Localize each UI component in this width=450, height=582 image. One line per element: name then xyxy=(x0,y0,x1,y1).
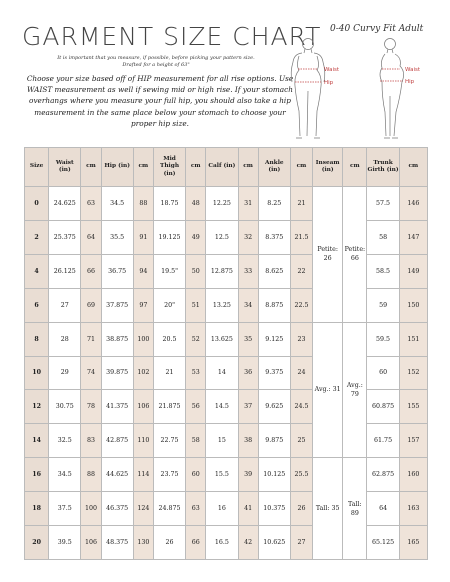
ankle-cm-cell: 22 xyxy=(290,254,312,288)
header-calf-cm: cm xyxy=(238,148,258,187)
calf-cm-cell: 33 xyxy=(238,254,258,288)
hip-in-cell: 39.875 xyxy=(101,356,133,390)
calf-in-cell: 16 xyxy=(206,492,238,526)
size-cell: 16 xyxy=(25,458,49,492)
thigh-in-cell: 19.5" xyxy=(153,254,185,288)
table-row xyxy=(25,424,428,458)
size-chart-table xyxy=(24,147,428,560)
trunk-cm-cell: 157 xyxy=(399,424,427,458)
calf-in-cell: 13.625 xyxy=(206,322,238,356)
ankle-in-cell: 8.625 xyxy=(258,254,290,288)
ankle-in-cell: 8.375 xyxy=(258,220,290,254)
thigh-cm-cell: 66 xyxy=(186,526,206,560)
hip-cm-cell: 102 xyxy=(133,356,153,390)
inseam-in-cell: Avg.: 31 xyxy=(313,322,343,458)
thigh-cm-cell: 52 xyxy=(186,322,206,356)
table-row xyxy=(25,288,428,322)
trunk-in-cell: 60.875 xyxy=(367,390,399,424)
waist-in-cell: 32.5 xyxy=(49,424,81,458)
waist-cm-cell: 88 xyxy=(81,458,101,492)
calf-in-cell: 12.5 xyxy=(206,220,238,254)
thigh-cm-cell: 48 xyxy=(186,187,206,221)
hip-in-cell: 37.875 xyxy=(101,288,133,322)
table-row xyxy=(25,458,428,492)
trunk-cm-cell: 155 xyxy=(399,390,427,424)
thigh-cm-cell: 50 xyxy=(186,254,206,288)
trunk-in-cell: 60 xyxy=(367,356,399,390)
size-cell: 10 xyxy=(25,356,49,390)
calf-cm-cell: 37 xyxy=(238,390,258,424)
waist-in-cell: 27 xyxy=(49,288,81,322)
header-ankle-cm: cm xyxy=(290,148,312,187)
ankle-cm-cell: 24 xyxy=(290,356,312,390)
waist-cm-cell: 71 xyxy=(81,322,101,356)
calf-cm-cell: 35 xyxy=(238,322,258,356)
thigh-in-cell: 20.5 xyxy=(153,322,185,356)
ankle-cm-cell: 24.5 xyxy=(290,390,312,424)
thigh-cm-cell: 49 xyxy=(186,220,206,254)
thigh-in-cell: 23.75 xyxy=(153,458,185,492)
ankle-in-cell: 9.125 xyxy=(258,322,290,356)
thigh-cm-cell: 58 xyxy=(186,424,206,458)
waist-in-cell: 24.625 xyxy=(49,187,81,221)
header-inseam-cm: cm xyxy=(343,148,367,187)
body-measurement-figures xyxy=(286,36,436,144)
ankle-in-cell: 9.375 xyxy=(258,356,290,390)
waist-cm-cell: 64 xyxy=(81,220,101,254)
ankle-in-cell: 9.875 xyxy=(258,424,290,458)
waist-in-cell: 34.5 xyxy=(49,458,81,492)
trunk-in-cell: 61.75 xyxy=(367,424,399,458)
page-subtitle: 0-40 Curvy Fit Adult xyxy=(330,24,424,34)
ankle-cm-cell: 21.5 xyxy=(290,220,312,254)
size-cell: 14 xyxy=(25,424,49,458)
hip-in-cell: 46.375 xyxy=(101,492,133,526)
header-thigh-in: Mid Thigh (in) xyxy=(153,148,185,187)
calf-cm-cell: 42 xyxy=(238,526,258,560)
trunk-in-cell: 58.5 xyxy=(367,254,399,288)
waist-cm-cell: 63 xyxy=(81,187,101,221)
calf-cm-cell: 34 xyxy=(238,288,258,322)
waist-in-cell: 26.125 xyxy=(49,254,81,288)
table-header-row xyxy=(25,148,428,187)
hip-in-cell: 44.625 xyxy=(101,458,133,492)
calf-cm-cell: 31 xyxy=(238,187,258,221)
thigh-in-cell: 21.875 xyxy=(153,390,185,424)
hip-cm-cell: 100 xyxy=(133,322,153,356)
trunk-in-cell: 65.125 xyxy=(367,526,399,560)
ankle-in-cell: 10.625 xyxy=(258,526,290,560)
side-figure xyxy=(380,39,404,139)
waist-cm-cell: 78 xyxy=(81,390,101,424)
header-waist-in: Waist (in) xyxy=(49,148,81,187)
inseam-in-cell: Petite: 26 xyxy=(313,187,343,323)
hip-cm-cell: 110 xyxy=(133,424,153,458)
calf-in-cell: 15 xyxy=(206,424,238,458)
thigh-in-cell: 19.125 xyxy=(153,220,185,254)
hip-cm-cell: 94 xyxy=(133,254,153,288)
size-cell: 4 xyxy=(25,254,49,288)
calf-cm-cell: 39 xyxy=(238,458,258,492)
size-cell: 0 xyxy=(25,187,49,221)
waist-in-cell: 29 xyxy=(49,356,81,390)
trunk-cm-cell: 147 xyxy=(399,220,427,254)
calf-in-cell: 12.875 xyxy=(206,254,238,288)
waist-in-cell: 25.375 xyxy=(49,220,81,254)
hip-cm-cell: 124 xyxy=(133,492,153,526)
inseam-in-cell: Tall: 35 xyxy=(313,458,343,560)
ankle-cm-cell: 25.5 xyxy=(290,458,312,492)
front-hip-label: Hip xyxy=(324,80,334,86)
thigh-in-cell: 20" xyxy=(153,288,185,322)
size-cell: 6 xyxy=(25,288,49,322)
ankle-cm-cell: 21 xyxy=(290,187,312,221)
header-trunk-in: Trunk Girth (in) xyxy=(367,148,399,187)
size-cell: 2 xyxy=(25,220,49,254)
size-cell: 8 xyxy=(25,322,49,356)
table-row xyxy=(25,492,428,526)
trunk-cm-cell: 149 xyxy=(399,254,427,288)
hip-in-cell: 38.875 xyxy=(101,322,133,356)
header-calf-in: Calf (in) xyxy=(206,148,238,187)
calf-in-cell: 15.5 xyxy=(206,458,238,492)
header-thigh-cm: cm xyxy=(186,148,206,187)
size-cell: 20 xyxy=(25,526,49,560)
hip-cm-cell: 91 xyxy=(133,220,153,254)
ankle-cm-cell: 22.5 xyxy=(290,288,312,322)
calf-cm-cell: 38 xyxy=(238,424,258,458)
trunk-cm-cell: 163 xyxy=(399,492,427,526)
table-row xyxy=(25,390,428,424)
thigh-in-cell: 18.75 xyxy=(153,187,185,221)
hip-in-cell: 42.875 xyxy=(101,424,133,458)
inseam-cm-cell: Tall: 89 xyxy=(343,458,367,560)
ankle-in-cell: 10.375 xyxy=(258,492,290,526)
hip-in-cell: 35.5 xyxy=(101,220,133,254)
calf-cm-cell: 41 xyxy=(238,492,258,526)
ankle-cm-cell: 23 xyxy=(290,322,312,356)
header-waist-cm: cm xyxy=(81,148,101,187)
height-note: Drafted for a height of 63" xyxy=(122,62,190,68)
thigh-in-cell: 22.75 xyxy=(153,424,185,458)
header-hip-in: Hip (in) xyxy=(101,148,133,187)
hip-cm-cell: 114 xyxy=(133,458,153,492)
ankle-in-cell: 9.625 xyxy=(258,390,290,424)
trunk-cm-cell: 151 xyxy=(399,322,427,356)
calf-cm-cell: 36 xyxy=(238,356,258,390)
hip-in-cell: 34.5 xyxy=(101,187,133,221)
thigh-in-cell: 24.875 xyxy=(153,492,185,526)
hip-cm-cell: 106 xyxy=(133,390,153,424)
trunk-in-cell: 58 xyxy=(367,220,399,254)
trunk-in-cell: 59.5 xyxy=(367,322,399,356)
thigh-cm-cell: 51 xyxy=(186,288,206,322)
hip-in-cell: 48.375 xyxy=(101,526,133,560)
hip-in-cell: 36.75 xyxy=(101,254,133,288)
calf-cm-cell: 32 xyxy=(238,220,258,254)
trunk-in-cell: 64 xyxy=(367,492,399,526)
waist-in-cell: 37.5 xyxy=(49,492,81,526)
table-row xyxy=(25,254,428,288)
ankle-in-cell: 8.875 xyxy=(258,288,290,322)
trunk-cm-cell: 152 xyxy=(399,356,427,390)
front-figure xyxy=(291,39,325,139)
hip-cm-cell: 88 xyxy=(133,187,153,221)
table-row xyxy=(25,526,428,560)
hip-in-cell: 41.375 xyxy=(101,390,133,424)
header-hip-cm: cm xyxy=(133,148,153,187)
trunk-cm-cell: 160 xyxy=(399,458,427,492)
ankle-cm-cell: 25 xyxy=(290,424,312,458)
thigh-cm-cell: 63 xyxy=(186,492,206,526)
calf-in-cell: 14.5 xyxy=(206,390,238,424)
measure-note: It is important that you measure, if possible, before picking your pattern size. xyxy=(57,55,255,61)
thigh-cm-cell: 56 xyxy=(186,390,206,424)
hip-cm-cell: 130 xyxy=(133,526,153,560)
front-waist-label: Waist xyxy=(324,67,340,73)
waist-in-cell: 39.5 xyxy=(49,526,81,560)
waist-in-cell: 28 xyxy=(49,322,81,356)
waist-cm-cell: 106 xyxy=(81,526,101,560)
trunk-in-cell: 57.5 xyxy=(367,187,399,221)
waist-cm-cell: 83 xyxy=(81,424,101,458)
calf-in-cell: 16.5 xyxy=(206,526,238,560)
waist-cm-cell: 100 xyxy=(81,492,101,526)
table-row xyxy=(25,187,428,221)
waist-cm-cell: 66 xyxy=(81,254,101,288)
inseam-cm-cell: Avg.: 79 xyxy=(343,322,367,458)
instructions-text: Choose your size based off of HIP measurement for all rise options. Use WAIST measurement as well if sewing mid or high rise. If your stomach overhangs where you measure your full hip, you should also take a hip measurement in the same place below your stomach to choose your proper hip size. xyxy=(26,74,294,128)
thigh-cm-cell: 60 xyxy=(186,458,206,492)
size-cell: 18 xyxy=(25,492,49,526)
trunk-in-cell: 62.875 xyxy=(367,458,399,492)
table-row xyxy=(25,322,428,356)
hip-cm-cell: 97 xyxy=(133,288,153,322)
header-size: Size xyxy=(25,148,49,187)
ankle-in-cell: 10.125 xyxy=(258,458,290,492)
waist-cm-cell: 69 xyxy=(81,288,101,322)
thigh-cm-cell: 53 xyxy=(186,356,206,390)
calf-in-cell: 13.25 xyxy=(206,288,238,322)
trunk-cm-cell: 165 xyxy=(399,526,427,560)
waist-in-cell: 30.75 xyxy=(49,390,81,424)
size-cell: 12 xyxy=(25,390,49,424)
ankle-cm-cell: 26 xyxy=(290,492,312,526)
calf-in-cell: 14 xyxy=(206,356,238,390)
waist-cm-cell: 74 xyxy=(81,356,101,390)
side-hip-label: Hip xyxy=(405,79,415,85)
table-row xyxy=(25,220,428,254)
inseam-cm-cell: Petite: 66 xyxy=(343,187,367,323)
header-ankle-in: Ankle (in) xyxy=(258,148,290,187)
trunk-cm-cell: 146 xyxy=(399,187,427,221)
thigh-in-cell: 26 xyxy=(153,526,185,560)
header-trunk-cm: cm xyxy=(399,148,427,187)
side-waist-label: Waist xyxy=(405,67,421,73)
thigh-in-cell: 21 xyxy=(153,356,185,390)
page-title: GARMENT SIZE CHART xyxy=(22,22,322,51)
trunk-in-cell: 59 xyxy=(367,288,399,322)
header-inseam-in: Inseam (in) xyxy=(313,148,343,187)
trunk-cm-cell: 150 xyxy=(399,288,427,322)
table-row xyxy=(25,356,428,390)
ankle-in-cell: 8.25 xyxy=(258,187,290,221)
ankle-cm-cell: 27 xyxy=(290,526,312,560)
calf-in-cell: 12.25 xyxy=(206,187,238,221)
